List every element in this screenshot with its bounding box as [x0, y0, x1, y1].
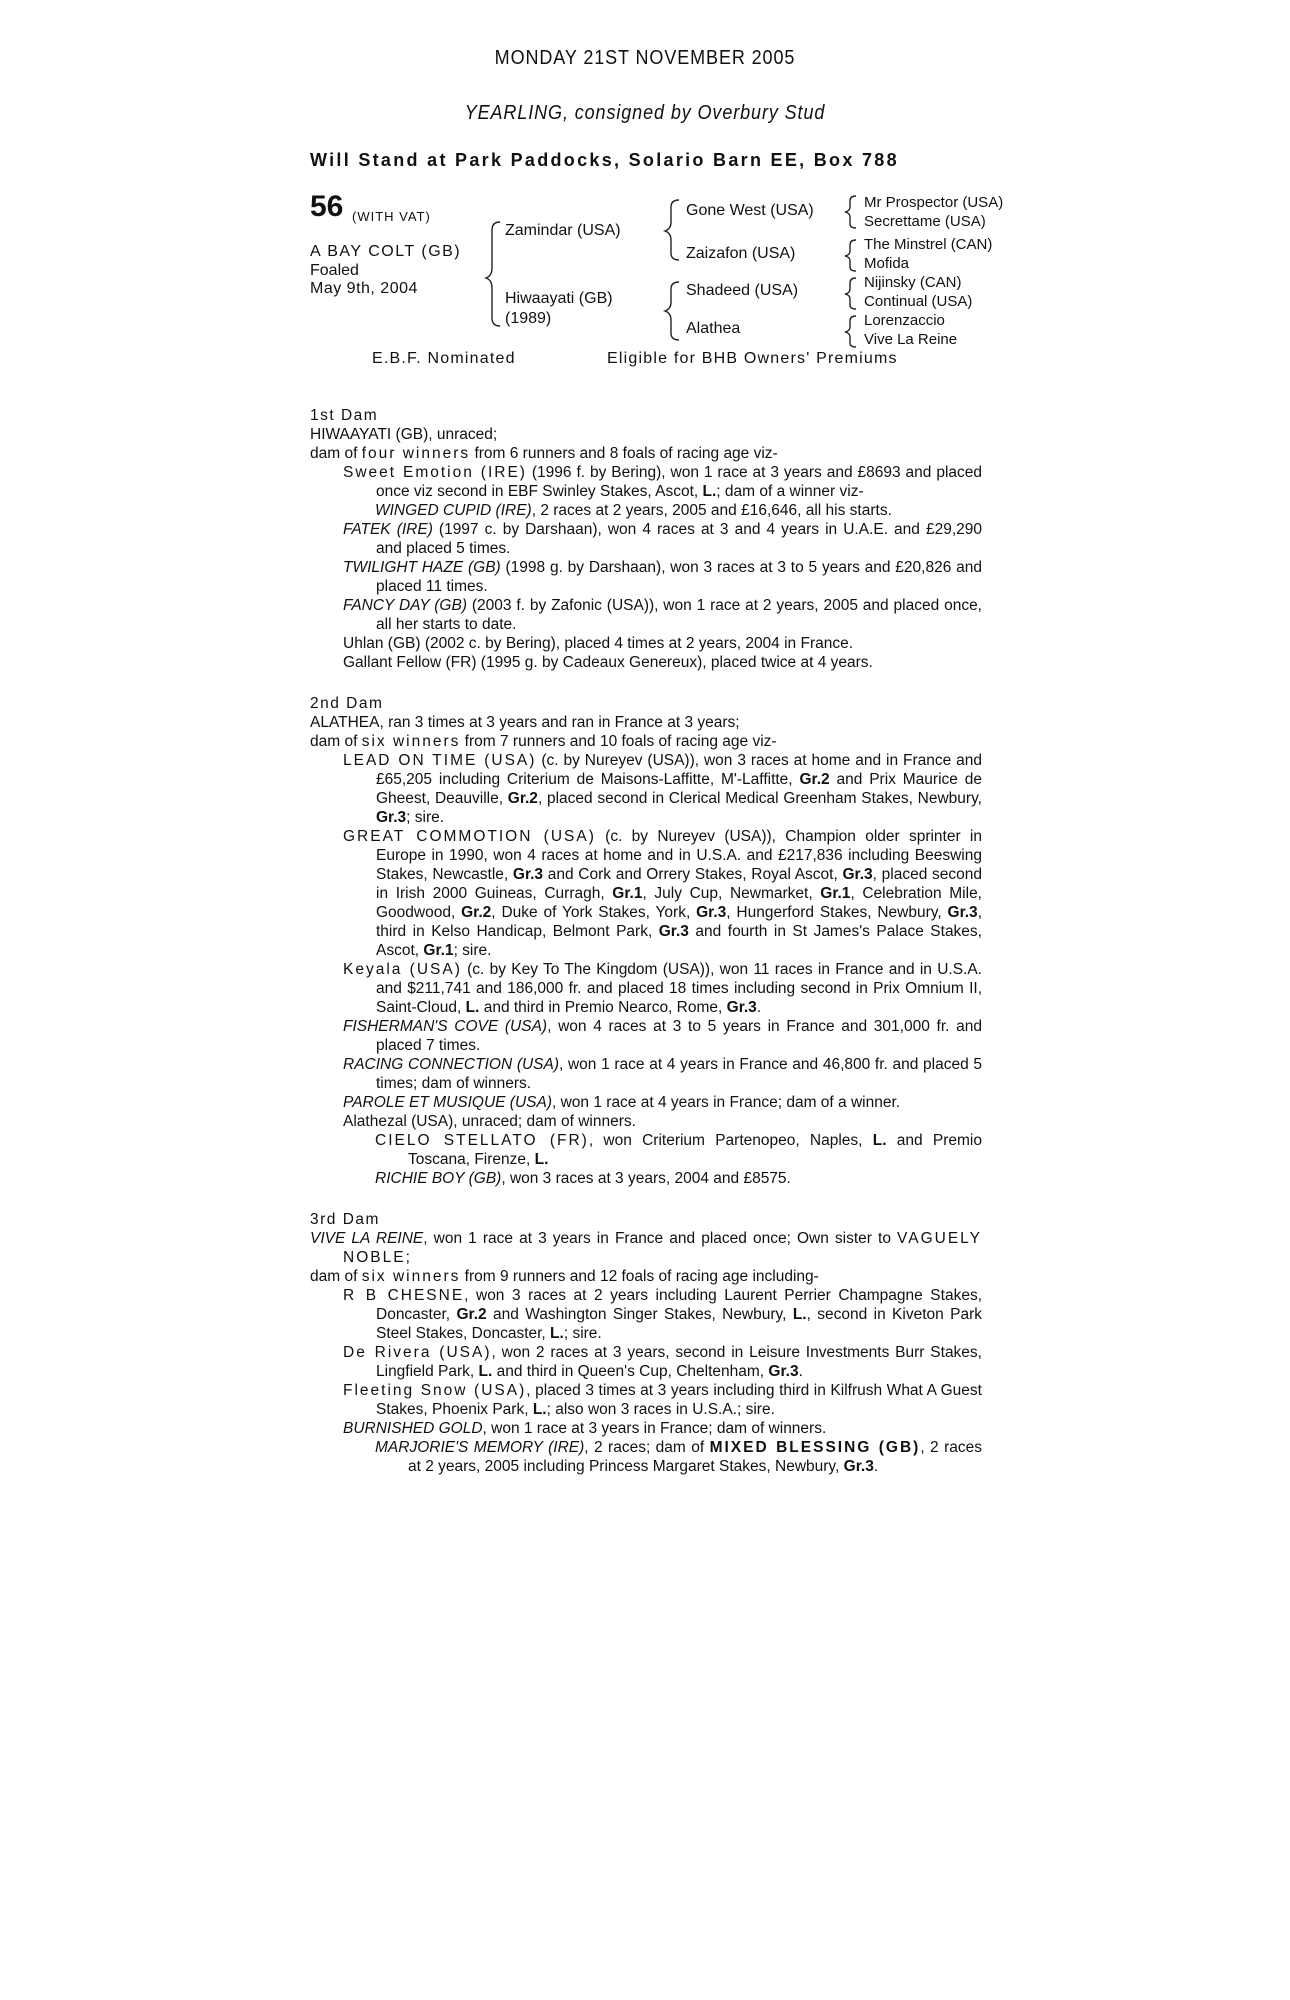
produce-entry: R B CHESNE, won 3 races at 2 years including Laurent Perrier Champagne Stakes, Doncaster, Gr.2 and Washington Singer Stakes, Newbury, L., second in Kiveton Park Steel Stakes, Doncaster, L.; sire. [343, 1287, 982, 1342]
bracket-gen2-dam [665, 282, 679, 340]
first-dam-name-line: HIWAAYATI (GB), unraced; [310, 426, 498, 443]
third-dam-name-line: VIVE LA REINE, won 1 race at 3 years in France and placed once; Own sister to VAGUELY NOBLE; [310, 1230, 982, 1266]
sale-date: MONDAY 21ST NOVEMBER 2005 [494, 47, 796, 69]
third-dam-summary: dam of six winners from 9 runners and 12 foals of racing age including- [310, 1268, 819, 1285]
dam-dam: Alathea [686, 320, 741, 337]
sire-dam: Zaizafon (USA) [686, 245, 796, 262]
second-dam-heading: 2nd Dam [310, 695, 384, 712]
produce-entry: Alathezal (USA), unraced; dam of winners. [343, 1113, 636, 1130]
produce-sub-entry: WINGED CUPID (IRE), 2 races at 2 years, 2005 and £16,646, all his starts. [375, 502, 892, 519]
foaled-label: Foaled [310, 262, 359, 279]
produce-entry: De Rivera (USA), won 2 races at 3 years, second in Leisure Investments Burr Stakes, Lingfield Park, L. and third in Queen's Cup, Cheltenham, Gr.3. [343, 1344, 982, 1380]
bracket-gen3-c [845, 278, 856, 309]
produce-entry: RACING CONNECTION (USA), won 1 race at 4 years in France and 46,800 fr. and placed 5 times; dam of winners. [343, 1056, 982, 1092]
bracket-gen2-sire [665, 200, 679, 260]
produce-entry: FANCY DAY (GB) (2003 f. by Zafonic (USA)), won 1 race at 2 years, 2005 and placed once, all her starts to date. [343, 597, 982, 633]
second-dam-summary: dam of six winners from 7 runners and 10 foals of racing age viz- [310, 733, 777, 750]
stand-location: Will Stand at Park Paddocks, Solario Barn EE, Box 788 [310, 150, 899, 170]
eligibility-note: Eligible for BHB Owners' Premiums [607, 350, 898, 367]
sire-sire: Gone West (USA) [686, 202, 814, 219]
second-dam-section [310, 694, 982, 1188]
bracket-gen1 [486, 222, 500, 326]
gen3-sss: Mr Prospector (USA) [864, 194, 1004, 211]
produce-entry: Sweet Emotion (IRE) (1996 f. by Bering), won 1 race at 3 years and £8693 and placed once viz second in EBF Swinley Stakes, Ascot, L.; dam of a winner viz- [343, 464, 982, 500]
vat-note: (WITH VAT) [352, 209, 431, 224]
dam-sire: Shadeed (USA) [686, 282, 799, 299]
first-dam-section [310, 406, 982, 672]
produce-sub-entry: MARJORIE'S MEMORY (IRE), 2 races; dam of MIXED BLESSING (GB), 2 races at 2 years, 2005 including Princess Margaret Stakes, Newbury, Gr.3. [375, 1439, 982, 1475]
produce-sub-entry: CIELO STELLATO (FR), won Criterium Partenopeo, Naples, L. and Premio Toscana, Firenze, L. [375, 1132, 983, 1168]
lot-description: A BAY COLT (GB) [310, 243, 462, 260]
first-dam-heading: 1st Dam [310, 407, 379, 424]
gen3-ddd: Vive La Reine [864, 331, 958, 348]
gen3-sdd: Mofida [864, 255, 910, 272]
gen3-dds: Lorenzaccio [864, 312, 945, 329]
gen3-dss: Nijinsky (CAN) [864, 274, 962, 291]
bracket-gen3-a [845, 196, 856, 228]
first-dam-summary: dam of four winners from 6 runners and 8 foals of racing age viz- [310, 445, 778, 462]
dam-name: Hiwaayati (GB) [505, 290, 613, 307]
produce-sub-entry: RICHIE BOY (GB), won 3 races at 3 years, 2004 and £8575. [375, 1170, 791, 1187]
produce-entry: Keyala (USA) (c. by Key To The Kingdom (USA)), won 11 races in France and in U.S.A. and $211,741 and 186,000 fr. and placed 18 times including second in Prix Omnium II, Saint-Cloud, L. and third in Premio Nearco, Rome, Gr.3. [343, 961, 982, 1016]
bracket-gen3-d [845, 316, 856, 347]
produce-entry: BURNISHED GOLD, won 1 race at 3 years in France; dam of winners. [343, 1420, 827, 1437]
produce-entry: PAROLE ET MUSIQUE (USA), won 1 race at 4 years in France; dam of a winner. [343, 1094, 901, 1111]
produce-entry: LEAD ON TIME (USA) (c. by Nureyev (USA)), won 3 races at home and in France and £65,205 including Criterium de Maisons-Laffitte, M'-Laffitte, Gr.2 and Prix Maurice de Gheest, Deauville, Gr.2, placed second in Clerical Medical Greenham Stakes, Newbury, Gr.3; sire. [343, 752, 982, 826]
pedigree-brackets [0, 0, 1290, 360]
lot-number: 56 [310, 190, 344, 223]
gen3-ssd: Secrettame (USA) [864, 213, 986, 230]
produce-entry: Gallant Fellow (FR) (1995 g. by Cadeaux Genereux), placed twice at 4 years. [343, 654, 873, 671]
consignment-line: YEARLING, consigned by Overbury Stud [464, 102, 826, 124]
produce-entry: FATEK (IRE) (1997 c. by Darshaan), won 4 races at 3 and 4 years in U.A.E. and £29,290 and placed 5 times. [343, 521, 982, 557]
foaled-date: May 9th, 2004 [310, 280, 418, 297]
produce-record [310, 406, 982, 1476]
ebf-nominated: E.B.F. Nominated [372, 350, 516, 367]
dam-year: (1989) [505, 310, 552, 327]
produce-entry: FISHERMAN'S COVE (USA), won 4 races at 3 to 5 years in France and 301,000 fr. and placed 7 times. [343, 1018, 982, 1054]
produce-entry: Fleeting Snow (USA), placed 3 times at 3 years including third in Kilfrush What A Guest Stakes, Phoenix Park, L.; also won 3 races in U.S.A.; sire. [343, 1382, 982, 1418]
produce-entry: Uhlan (GB) (2002 c. by Bering), placed 4 times at 2 years, 2004 in France. [343, 635, 854, 652]
produce-entry: TWILIGHT HAZE (GB) (1998 g. by Darshaan), won 3 races at 3 to 5 years and £20,826 and placed 11 times. [343, 559, 982, 595]
produce-entry: GREAT COMMOTION (USA) (c. by Nureyev (USA)), Champion older sprinter in Europe in 1990, won 4 races at home and in U.S.A. and £217,836 including Beeswing Stakes, Newcastle, Gr.3 and Cork and Orrery Stakes, Royal Ascot, Gr.3, placed second in Irish 2000 Guineas, Curragh, Gr.1, July Cup, Newmarket, Gr.1, Celebration Mile, Goodwood, Gr.2, Duke of York Stakes, York, Gr.3, Hungerford Stakes, Newbury, Gr.3, third in Kelso Handicap, Belmont Park, Gr.3 and fourth in St James's Palace Stakes, Ascot, Gr.1; sire. [343, 828, 983, 959]
gen3-sds: The Minstrel (CAN) [864, 236, 993, 253]
third-dam-heading: 3rd Dam [310, 1211, 380, 1228]
second-dam-name-line: ALATHEA, ran 3 times at 3 years and ran in France at 3 years; [310, 714, 740, 731]
third-dam-section [310, 1210, 982, 1476]
gen3-dsd: Continual (USA) [864, 293, 973, 310]
sire-name: Zamindar (USA) [505, 222, 621, 239]
bracket-gen3-b [845, 240, 856, 271]
